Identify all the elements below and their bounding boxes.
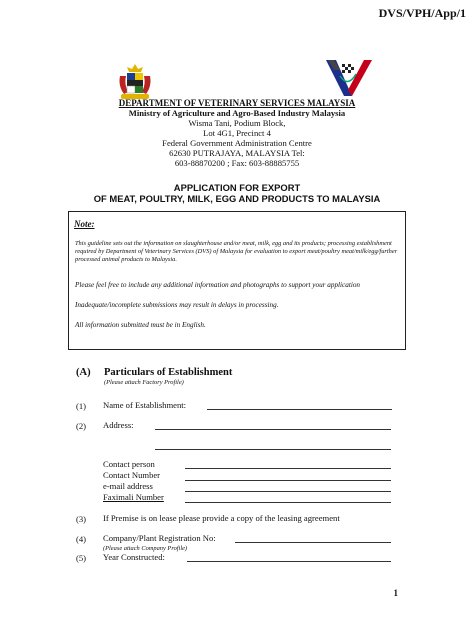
dvs-v-logo bbox=[322, 54, 376, 102]
address-line: Wisma Tani, Podium Block, bbox=[188, 118, 286, 128]
address-line: 603-88870200 ; Fax: 603-88885755 bbox=[174, 158, 300, 168]
contact-number-field[interactable] bbox=[185, 480, 391, 481]
item-number: (4) bbox=[76, 534, 87, 544]
form-title-line1: APPLICATION FOR EXPORT bbox=[173, 182, 301, 193]
section-subtitle: (Please attach Factory Profile) bbox=[104, 379, 184, 386]
contact-person-label: Contact person bbox=[103, 459, 155, 469]
year-constructed-label: Year Constructed: bbox=[103, 552, 165, 562]
contact-number-label: Contact Number bbox=[103, 470, 161, 480]
registration-number-note: (Please attach Company Profile) bbox=[103, 545, 188, 552]
page-number: 1 bbox=[393, 588, 398, 598]
email-address-label: e-mail address bbox=[103, 481, 153, 491]
section-title: Particulars of Establishment bbox=[104, 367, 233, 378]
year-constructed-field[interactable] bbox=[187, 561, 391, 562]
lease-agreement-label: If Premise is on lease please provide a copy of the leasing agreement bbox=[103, 513, 340, 523]
email-address-field[interactable] bbox=[185, 491, 391, 492]
address-field-line1[interactable] bbox=[155, 429, 391, 430]
department-name: DEPARTMENT OF VETERINARY SERVICES MALAYSIA bbox=[118, 98, 356, 108]
contact-person-field[interactable] bbox=[185, 468, 391, 469]
item-number: (5) bbox=[76, 553, 87, 563]
note-paragraph-additional-info: Please feel free to include any additional information and photographs to support your application bbox=[75, 281, 361, 289]
section-letter: (A) bbox=[76, 367, 91, 378]
address-field-line2[interactable] bbox=[155, 449, 391, 450]
note-paragraph-english: All information submitted must be in English. bbox=[75, 321, 206, 329]
registration-number-field[interactable] bbox=[235, 542, 391, 543]
address-block bbox=[0, 118, 474, 168]
address-line: 62630 PUTRAJAYA, MALAYSIA Tel: bbox=[169, 148, 305, 158]
note-heading: Note: bbox=[74, 219, 95, 229]
address-line: Lot 4G1, Precinct 4 bbox=[203, 128, 271, 138]
establishment-name-field[interactable] bbox=[207, 409, 392, 410]
address-line: Federal Government Administration Centre bbox=[162, 138, 312, 148]
note-paragraph-delays: Inadequate/incomplete submissions may result in delays in processing. bbox=[75, 301, 279, 309]
document-reference: DVS/VPH/App/1 bbox=[378, 6, 466, 20]
fax-number-field[interactable] bbox=[185, 502, 391, 503]
fax-number-label: Faximali Number bbox=[103, 492, 164, 502]
registration-number-label: Company/Plant Registration No: bbox=[103, 533, 216, 543]
address-label: Address: bbox=[103, 420, 134, 430]
note-paragraph-guideline: This guideline sets out the information on slaughterhouse and/or meat, milk, egg and its products; processing establishment required by Department of Veterinary Services (DVS) of Malaysia for evaluation to export meat/poultry meat/milk/egg/further processed animal products to Malaysia. bbox=[75, 240, 398, 263]
form-title-line2: OF MEAT, POULTRY, MILK, EGG AND PRODUCTS TO MALAYSIA bbox=[93, 193, 381, 204]
establishment-name-label: Name of Establishment: bbox=[103, 400, 187, 410]
ministry-name: Ministry of Agriculture and Agro-Based Industry Malaysia bbox=[128, 108, 346, 118]
item-number: (3) bbox=[76, 514, 87, 524]
item-number: (2) bbox=[76, 421, 87, 431]
malaysia-coat-of-arms-logo bbox=[112, 62, 158, 102]
item-number: (1) bbox=[76, 401, 87, 411]
